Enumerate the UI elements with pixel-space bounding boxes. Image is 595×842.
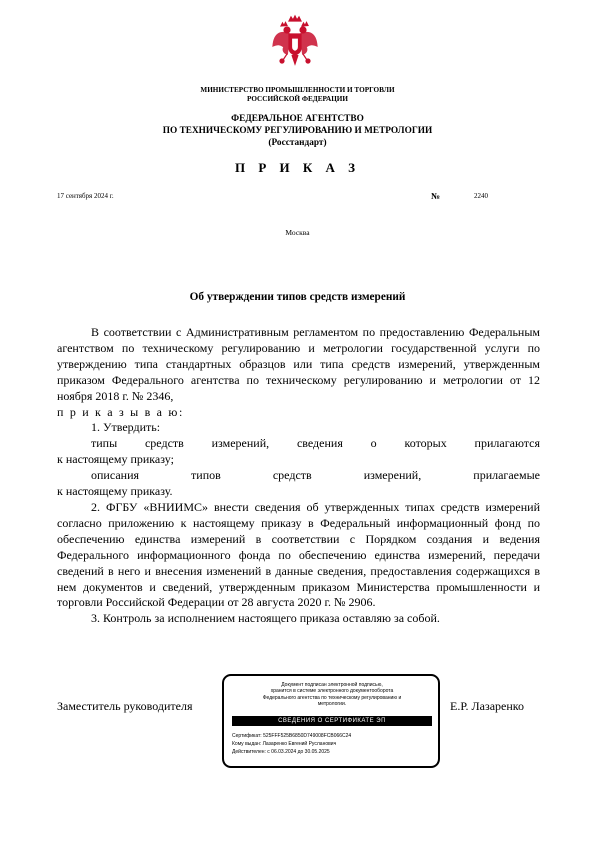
coat-of-arms-emblem [270,14,320,70]
signer-name: Е.Р. Лазаренко [450,699,525,713]
signer-role: Заместитель руководителя [57,699,193,713]
item-1a: типы средств измерений, сведения о которых прилагаются [91,436,540,451]
agency-line-1: ФЕДЕРАЛЬНОЕ АГЕНТСТВО [231,114,364,124]
agency-line-2: ПО ТЕХНИЧЕСКОМУ РЕГУЛИРОВАНИЮ И МЕТРОЛОГИИ [162,126,433,136]
item-1: 1. Утвердить: [91,420,161,435]
city: Москва [285,228,310,237]
item-3: 3. Контроль за исполнением настоящего приказа оставляю за собой. [91,611,440,626]
ministry-line-2: РОССИЙСКОЙ ФЕДЕРАЦИИ [247,95,348,103]
agency-name [0,113,595,149]
item-1a-continuation: к настоящему приказу; [57,452,174,467]
stamp-line-4: метрологии. [317,700,347,707]
order-number: 2240 [474,192,488,200]
stamp-line-2: хранится в системе электронного документооборота [270,688,394,695]
order-verb: п р и к а з ы в а ю: [57,404,185,419]
e-signature-stamp [222,674,440,768]
item-1b-continuation: к настоящему приказу. [57,484,173,499]
stamp-certificate-header: СВЕДЕНИЯ О СЕРТИФИКАТЕ ЭП [232,716,432,726]
item-2: 2. ФГБУ «ВНИИМС» внести сведения об утвержденных типах средств измерений согласно приложению к настоящему приказу в Федеральный информационный фонд по обеспечению единства измерений в соответствии с Порядком создания и ведения Федерального информационного фонда по обеспечению единства измерений, передачи сведений в него и внесения изменений в данные сведения, предоставления содержащихся в нем документов и сведений, утвержденным приказом Министерства промышленности и торговли Российской Федерации от 28 августа 2020 г. № 2906. [57,499,540,610]
document-type: П Р И К А З [234,160,361,175]
stamp-notice [234,682,430,707]
stamp-line-1: Документ подписан электронной подписью, [281,682,383,688]
order-body [57,325,540,627]
stamp-certificate-serial: Сертификат: 525FFF525B6850D749008FCB066C24 [232,733,352,739]
stamp-owner: Кому выдан: Лазаренко Евгений Русланович [232,741,337,747]
number-sign: № [431,191,441,201]
item-1b: описания типов средств измерений, прилагаемые [91,468,540,483]
stamp-validity: Действителен: с 06.03.2024 до 30.05.2025 [232,749,330,755]
ministry-name [0,86,595,104]
order-date: 17 сентября 2024 г. [57,192,114,200]
stamp-details [232,732,351,756]
order-subject: Об утверждении типов средств измерений [189,291,406,303]
ministry-line-1: МИНИСТЕРСТВО ПРОМЫШЛЕННОСТИ И ТОРГОВЛИ [200,86,395,94]
stamp-line-3: Федерального агентства по техническому регулированию и [262,694,402,701]
coat-of-arms-icon [270,14,320,70]
preamble-paragraph: В соответствии с Административным регламентом по предоставлению Федеральным агентством по техническому регулированию и метрологии государственной услуги по утверждению типа стандартных образцов или типа средств измерений, утвержденным приказом Федерального агентства по техническому регулированию и метрологии от 12 ноября 2018 г. № 2346, [57,325,540,403]
agency-line-3: (Росстандарт) [268,138,327,148]
